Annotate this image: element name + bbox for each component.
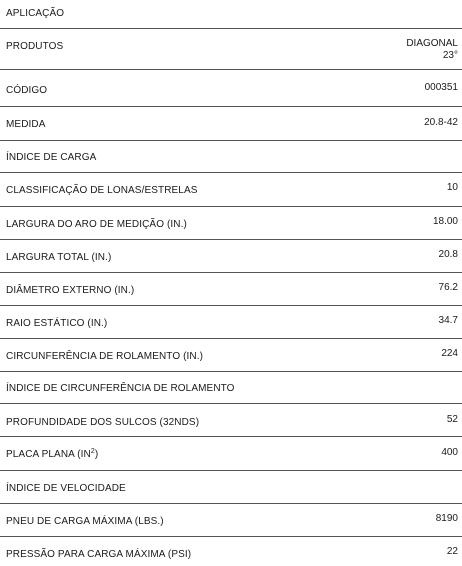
- row-divider: [0, 272, 462, 273]
- label-placa-plana-end: ): [94, 449, 99, 460]
- label-indice-circunferencia: ÍNDICE DE CIRCUNFERÊNCIA DE ROLAMENTO: [6, 383, 235, 394]
- label-placa-plana: [6, 449, 98, 460]
- value-codigo: 000351: [424, 82, 458, 93]
- label-codigo: CÓDIGO: [6, 85, 48, 96]
- label-placa-plana-superscript: 2: [90, 448, 95, 455]
- row-divider: [0, 503, 462, 504]
- value-placa-plana: 400: [441, 447, 458, 458]
- row-divider: [0, 338, 462, 339]
- value-largura-aro: 18.00: [432, 216, 458, 227]
- value-diametro-externo: 76.2: [438, 282, 458, 293]
- label-indice-velocidade: ÍNDICE DE VELOCIDADE: [6, 483, 126, 494]
- row-divider: [0, 28, 462, 29]
- value-medida: 20.8-42: [424, 117, 458, 128]
- value-produtos-line1: DIAGONAL: [406, 38, 458, 49]
- row-divider: [0, 239, 462, 240]
- row-divider: [0, 172, 462, 173]
- value-profundidade-sulcos: 52: [446, 414, 458, 425]
- value-largura-total: 20.8: [438, 249, 458, 260]
- label-pressao-carga-maxima: PRESSÃO PARA CARGA MÁXIMA (PSI): [6, 549, 192, 560]
- label-classificacao-lonas: CLASSIFICAÇÃO DE LONAS/ESTRELAS: [6, 185, 198, 196]
- value-classificacao-lonas: 10: [446, 182, 458, 193]
- row-divider: [0, 403, 462, 404]
- row-divider: [0, 305, 462, 306]
- row-divider: [0, 69, 462, 70]
- label-produtos: PRODUTOS: [6, 41, 64, 52]
- label-largura-total: LARGURA TOTAL (IN.): [6, 252, 112, 263]
- label-medida: MEDIDA: [6, 119, 46, 130]
- row-divider: [0, 536, 462, 537]
- label-diametro-externo: DIÂMETRO EXTERNO (IN.): [6, 285, 135, 296]
- label-pneu-carga-maxima: PNEU DE CARGA MÁXIMA (LBS.): [6, 516, 164, 527]
- value-pneu-carga-maxima: 8190: [435, 513, 458, 524]
- label-raio-estatico: RAIO ESTÁTICO (IN.): [6, 318, 108, 329]
- row-divider: [0, 140, 462, 141]
- row-divider: [0, 371, 462, 372]
- row-divider: [0, 206, 462, 207]
- value-raio-estatico: 34.7: [438, 315, 458, 326]
- value-circunferencia-rolamento: 224: [441, 348, 458, 359]
- row-divider: [0, 436, 462, 437]
- value-produtos-line2: 23°: [442, 50, 458, 61]
- row-divider: [0, 106, 462, 107]
- label-indice-carga: ÍNDICE DE CARGA: [6, 152, 97, 163]
- value-pressao-carga-maxima: 22: [446, 546, 458, 557]
- label-largura-aro: LARGURA DO ARO DE MEDIÇÃO (IN.): [6, 219, 187, 230]
- label-placa-plana-main: PLACA PLANA (IN: [6, 449, 91, 460]
- label-aplicacao: APLICAÇÃO: [6, 8, 65, 19]
- row-divider: [0, 470, 462, 471]
- label-profundidade-sulcos: PROFUNDIDADE DOS SULCOS (32NDS): [6, 417, 200, 428]
- label-circunferencia-rolamento: CIRCUNFERÊNCIA DE ROLAMENTO (IN.): [6, 351, 204, 362]
